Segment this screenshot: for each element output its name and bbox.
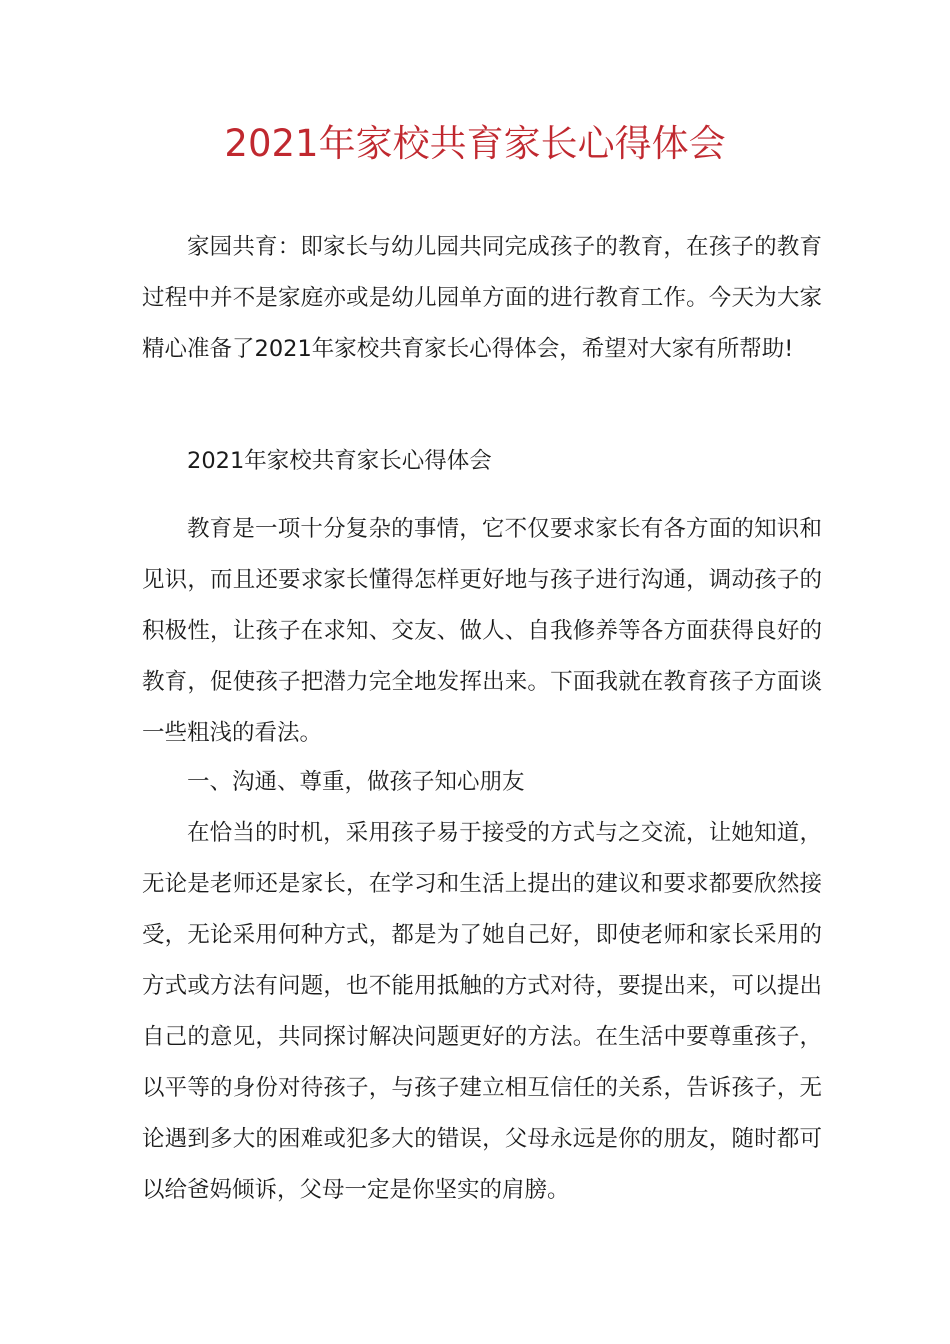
subtitle-paragraph: 2021年家校共育家长心得体会	[187, 448, 492, 474]
section-heading: 一、沟通、尊重，做孩子知心朋友	[187, 769, 525, 795]
body-paragraph: 教育是一项十分复杂的事情，它不仅要求家长有各方面的知识和见识，而且还要求家长懂得怎样更好地与孩子进行沟通，调动孩子的积极性，让孩子在求知、交友、做人、自我修养等各方面获得良好的教育，促使孩子把潜力完全地发挥出来。下面我就在教育孩子方面谈一些粗浅的看法。	[142, 516, 822, 746]
document-title: 2021年家校共育家长心得体会	[224, 122, 726, 165]
body-paragraph: 在恰当的时机，采用孩子易于接受的方式与之交流，让她知道，无论是老师还是家长，在学习和生活上提出的建议和要求都要欣然接受，无论采用何种方式，都是为了她自己好，即使老师和家长采用的方式或方法有问题，也不能用抵触的方式对待，要提出来，可以提出自己的意见，共同探讨解决问题更好的方法。在生活中要尊重孩子，以平等的身份对待孩子，与孩子建立相互信任的关系，告诉孩子，无论遇到多大的困难或犯多大的错误，父母永远是你的朋友，随时都可以给爸妈倾诉，父母一定是你坚实的肩膀。	[142, 820, 822, 1203]
intro-paragraph: 家园共育：即家长与幼儿园共同完成孩子的教育，在孩子的教育过程中并不是家庭亦或是幼儿园单方面的进行教育工作。今天为大家精心准备了2021年家校共育家长心得体会，希望对大家有所帮助!	[142, 234, 822, 362]
